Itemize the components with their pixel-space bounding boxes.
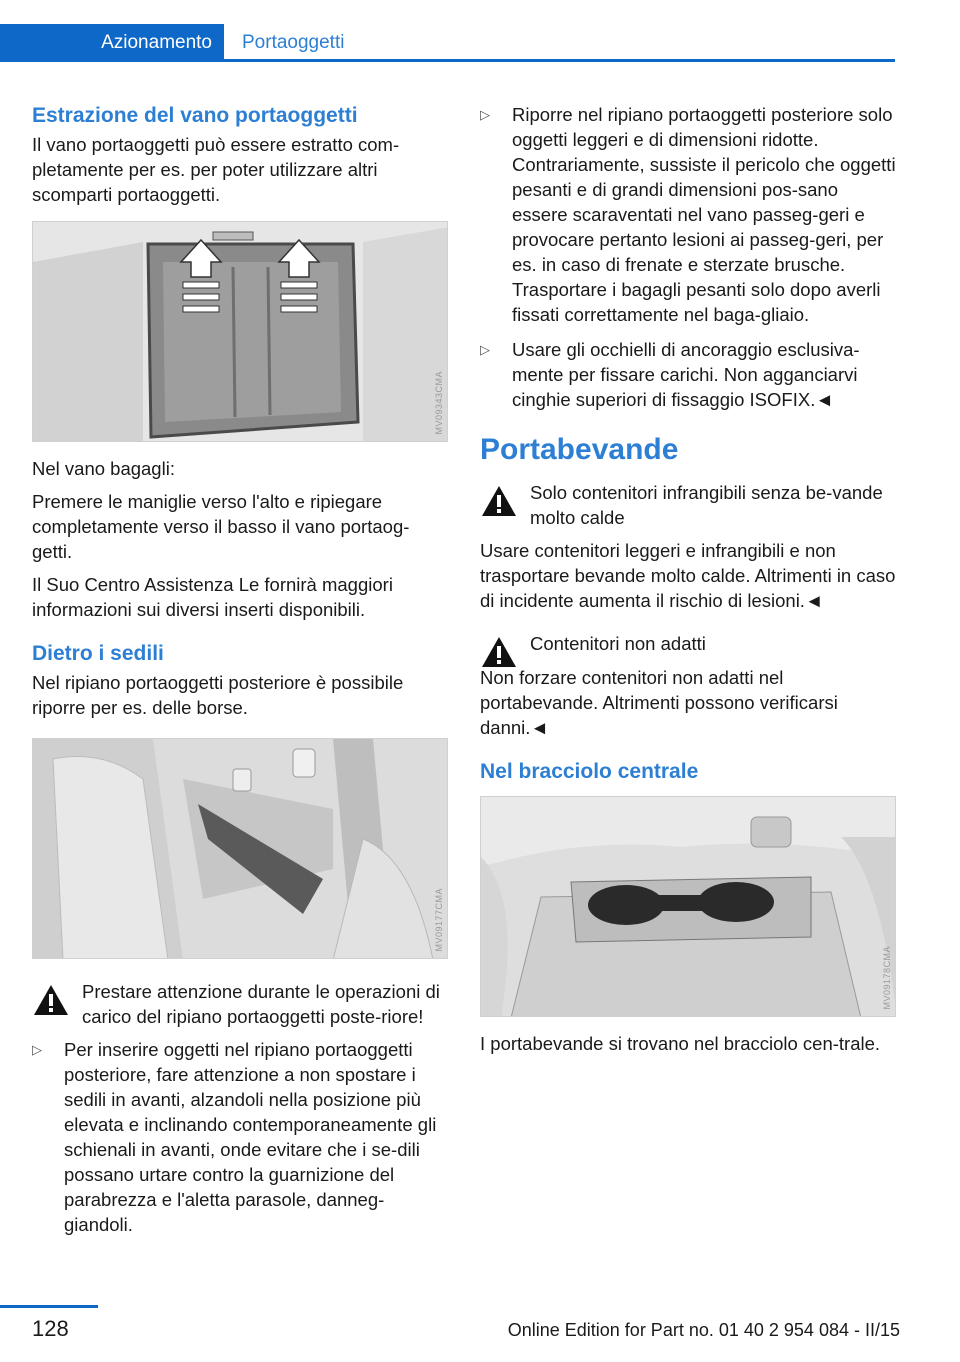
warning-heading: Solo contenitori infrangibili senza be-vande molto calde <box>530 482 883 528</box>
footer-rule <box>0 1305 98 1308</box>
list-item <box>480 102 896 327</box>
paragraph: Il Suo Centro Assistenza Le fornirà maggiori informazioni sui diversi inserti disponibili. <box>32 574 393 620</box>
section-title-extraction: Estrazione del vano portaoggetti <box>32 104 358 127</box>
warning-triangle-icon <box>480 484 518 518</box>
warning-triangle-icon <box>32 983 70 1017</box>
bullet-list <box>480 102 896 412</box>
figure-code: MV09177CMA <box>434 888 444 952</box>
paragraph: Premere le maniglie verso l'alto e ripiegare completamente verso il basso il vano portaog-getti. <box>32 491 410 562</box>
edition-note: Online Edition for Part no. 01 40 2 954 084 - II/15 <box>507 1320 900 1340</box>
triangle-bullet-icon: ▷ <box>480 107 490 122</box>
storage-compartment-figure <box>32 221 448 442</box>
bullet-list <box>32 1037 448 1237</box>
storage-compartment-illustration <box>33 222 448 442</box>
warning-block <box>32 979 448 1029</box>
list-item <box>32 1037 448 1237</box>
left-column <box>32 102 448 1247</box>
section-title-cupholders: Portabevande <box>480 433 679 466</box>
section-title-armrest: Nel bracciolo centrale <box>480 760 699 783</box>
warning-body: Non forzare contenitori non adatti nel portabevande. Altrimenti possono verificarsi danni.◄ <box>480 667 838 738</box>
list-item <box>480 337 896 412</box>
paragraph: Il vano portaoggetti può essere estratto com-pletamente per es. per poter utilizzare altri scomparti portaoggetti. <box>32 134 400 205</box>
paragraph: Nel ripiano portaoggetti posteriore è possibile riporre per es. delle borse. <box>32 672 404 718</box>
triangle-bullet-icon: ▷ <box>480 342 490 357</box>
triangle-bullet-icon: ▷ <box>32 1042 42 1057</box>
rear-shelf-figure <box>32 738 448 959</box>
list-item-text: Riporre nel ripiano portaoggetti posteriore solo oggetti leggeri e di dimensioni ridotte. Contrariamente, sussiste il pericolo che oggetti pesanti e di grandi dimensioni pos-sano essere scaraventati nel vano passeg-geri e provocare pertanto lesioni ai passeg-geri, per es. in caso di frenate e sterzate brusche. Trasportare i bagagli pesanti solo dopo averli fissati correttamente nel baga-gliaio. <box>512 104 896 325</box>
chapter-tab[interactable]: Portaoggetti <box>242 32 345 53</box>
page-header <box>0 0 895 62</box>
figure-code: MV09178CMA <box>882 946 892 1010</box>
rear-shelf-illustration <box>33 739 448 959</box>
list-item-text: Usare gli occhielli di ancoraggio esclusiva-mente per fissare carichi. Non agganciarvi cinghie superiori di fissaggio ISOFIX.◄ <box>512 339 860 410</box>
warning-body: Usare contenitori leggeri e infrangibili e non trasportare bevande molto calde. Altrimenti in caso di incidente aumenta il rischio di lesioni.◄ <box>480 540 896 611</box>
paragraph: I portabevande si trovano nel bracciolo cen-trale. <box>480 1033 881 1054</box>
warning-heading: Contenitori non adatti <box>530 633 706 654</box>
paragraph: Nel vano bagagli: <box>32 458 175 479</box>
figure-code: MV09343CMA <box>434 371 444 435</box>
warning-block <box>480 631 896 665</box>
warning-block <box>480 480 896 530</box>
cupholder-figure <box>480 796 896 1017</box>
right-column <box>480 102 896 1064</box>
section-tab[interactable]: Azionamento <box>0 24 224 62</box>
cupholder-illustration <box>481 797 896 1017</box>
section-title-behind-seats: Dietro i sedili <box>32 642 164 665</box>
header-rule <box>224 59 895 62</box>
warning-text: Prestare attenzione durante le operazioni di carico del ripiano portaoggetti poste-riore! <box>82 981 440 1027</box>
page-number: 128 <box>32 1316 69 1341</box>
warning-triangle-icon <box>480 635 518 669</box>
list-item-text: Per inserire oggetti nel ripiano portaoggetti posteriore, fare attenzione a non spostare i sedili in avanti, alzandoli nella posizione più elevata e inclinando contemporaneamente gli schienali in avanti, onde evitare che i se-dili possano urtare contro la guarnizione del parabrezza e l'aletta parasole, danneg-giandoli. <box>64 1039 437 1235</box>
